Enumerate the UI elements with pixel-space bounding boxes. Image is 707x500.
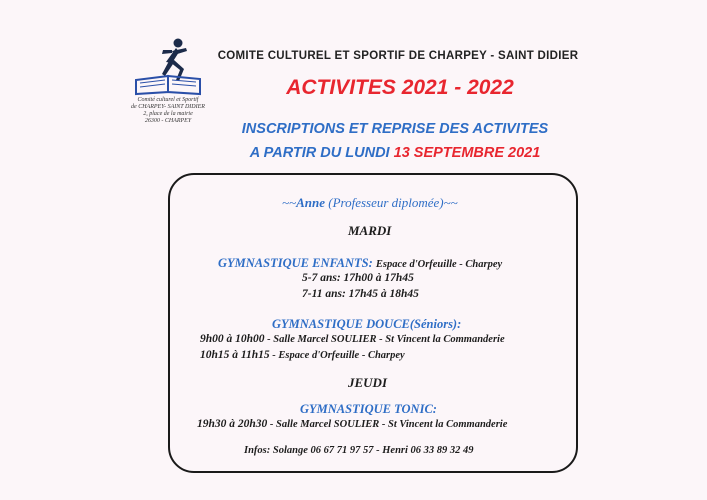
schedule-line bbox=[197, 418, 507, 430]
start-date-heading bbox=[200, 145, 590, 161]
inscriptions-heading: INSCRIPTIONS ET REPRISE DES ACTIVITES bbox=[241, 121, 549, 137]
teacher-line bbox=[282, 195, 458, 211]
schedule-time: 19h30 à 20h30 bbox=[197, 418, 268, 430]
group-title-tonic: GYMNASTIQUE TONIC: bbox=[300, 402, 437, 416]
group-title-douce: GYMNASTIQUE DOUCE(Séniors): bbox=[272, 317, 462, 331]
group-title-enfants-label: GYMNASTIQUE ENFANTS: bbox=[218, 256, 373, 270]
group-title-enfants-place: Espace d'Orfeuille - Charpey bbox=[375, 259, 503, 270]
schedule-time: 10h15 à 11h15 bbox=[200, 349, 270, 361]
start-date-prefix: A PARTIR DU LUNDI bbox=[249, 145, 390, 161]
day-heading-jeudi: JEUDI bbox=[348, 375, 388, 390]
logo-caption-line: Comité culturel et Sportif bbox=[137, 97, 199, 103]
group-title-enfants bbox=[218, 256, 502, 271]
schedule-line: 5-7 ans: 17h00 à 17h45 bbox=[302, 272, 414, 284]
season-title: ACTIVITES 2021 - 2022 bbox=[286, 76, 514, 99]
runner-book-logo-icon bbox=[132, 36, 206, 96]
start-date: 13 SEPTEMBRE 2021 bbox=[393, 145, 541, 161]
schedule-place: - Espace d'Orfeuille - Charpey bbox=[269, 350, 405, 361]
logo-caption-line: 2, place de la mairie bbox=[143, 111, 193, 117]
day-heading-mardi: MARDI bbox=[348, 223, 392, 238]
logo-caption-line: de CHARPEY- SAINT DIDIER bbox=[131, 104, 205, 110]
schedule-line bbox=[200, 333, 505, 345]
schedule-time: 9h00 à 10h00 bbox=[200, 333, 265, 345]
teacher-name: Anne bbox=[296, 195, 325, 210]
schedule-place: - Salle Marcel SOULIER - St Vincent la Commanderie bbox=[264, 334, 505, 345]
schedule-line: 7-11 ans: 17h45 à 18h45 bbox=[302, 288, 419, 300]
teacher-prefix: ~~ bbox=[282, 195, 297, 210]
organization-title: COMITE CULTUREL ET SPORTIF DE CHARPEY - SAINT DIDIER bbox=[217, 50, 579, 62]
logo-caption-line: 26300 - CHARPEY bbox=[144, 118, 192, 124]
teacher-role: (Professeur diplomée)~~ bbox=[328, 195, 458, 210]
schedule-line bbox=[200, 349, 405, 361]
contact-infos: Infos: Solange 06 67 71 97 57 - Henri 06 33 89 32 49 bbox=[244, 445, 474, 456]
schedule-place: - Salle Marcel SOULIER - St Vincent la Commanderie bbox=[267, 419, 508, 430]
